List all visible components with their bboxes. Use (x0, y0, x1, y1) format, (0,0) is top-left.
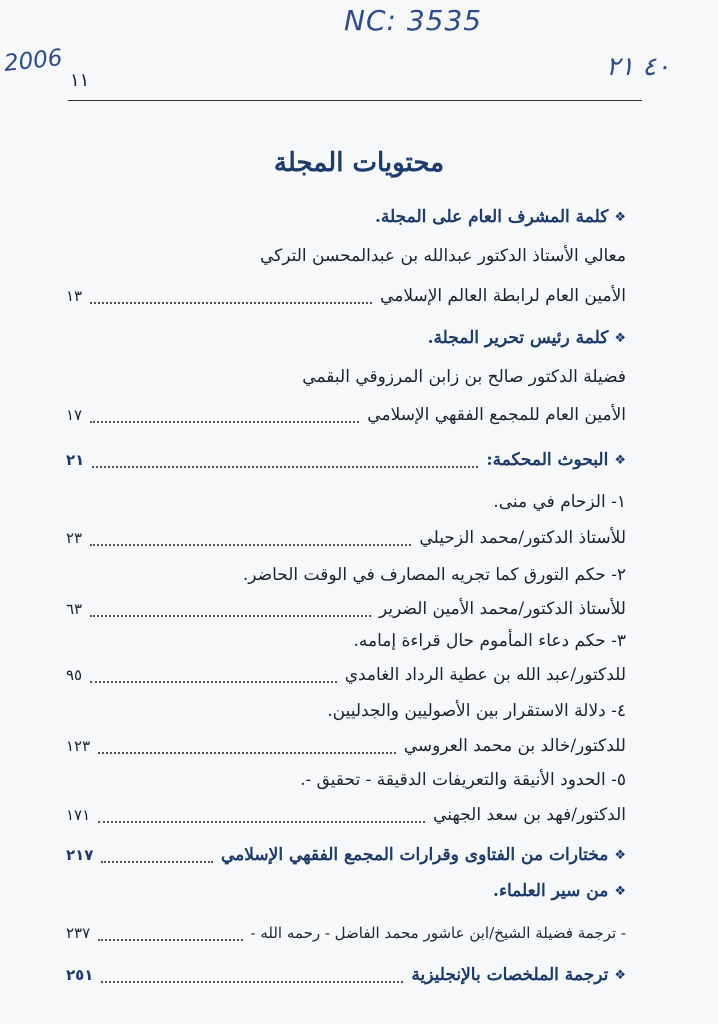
toc-heading-research (66, 445, 626, 475)
bullet-icon: ❖ (614, 330, 626, 346)
dot-leader (98, 752, 396, 754)
entry-page: ٢١ (66, 451, 85, 469)
entry-text: كلمة رئيس تحرير المجلة. (427, 328, 609, 348)
entry-text: البحوث المحكمة: (486, 450, 609, 470)
entry-text: من سير العلماء. (493, 881, 609, 901)
entry-page: ٩٥ (66, 666, 83, 684)
bullet-icon: ❖ (614, 452, 626, 468)
entry-text: مختارات من الفتاوى وقرارات المجمع الفقهي الإسلامي (220, 845, 609, 865)
entry-text: ترجمة الملخصات بالإنجليزية (411, 965, 609, 985)
dot-leader (90, 421, 359, 423)
toc-entry (66, 626, 626, 656)
entry-text: فضيلة الدكتور صالح بن زابن المرزوقي البقمي (302, 367, 626, 387)
page-number: ١١ (70, 70, 90, 91)
bullet-icon: ❖ (614, 883, 626, 899)
dot-leader (98, 939, 242, 941)
bullet-icon: ❖ (614, 967, 626, 983)
dot-leader (98, 821, 425, 823)
handwritten-catalog-number: NC: 3535 (344, 4, 483, 37)
toc-entry (66, 400, 626, 430)
entry-text: للدكتور/عبد الله بن عطية الرداد الغامدي (344, 665, 626, 685)
toc-entry (66, 660, 626, 690)
entry-text: ٢- حكم التورق كما تجريه المصارف في الوقت الحاضر. (242, 565, 626, 585)
dot-leader (90, 302, 372, 304)
dot-leader (90, 615, 371, 617)
dot-leader (90, 544, 411, 546)
entry-text: ٥- الحدود الأنيقة والتعريفات الدقيقة - تحقيق -. (300, 770, 626, 790)
toc-entry (66, 765, 626, 795)
entry-page: ٢١٧ (66, 846, 94, 864)
toc-entry (66, 560, 626, 590)
toc-entry (66, 918, 626, 948)
entry-text: كلمة المشرف العام على المجلة. (374, 207, 609, 227)
dot-leader (101, 981, 403, 983)
toc-title: محتويات المجلة (273, 148, 445, 178)
toc-entry (66, 594, 626, 624)
entry-page: ٢٥١ (66, 966, 94, 984)
handwritten-issue-note: ٤٠ ٢١ (606, 52, 671, 82)
entry-text: ٤- دلالة الاستقرار بين الأصوليين والجدليين. (327, 701, 626, 721)
entry-page: ١٧ (66, 406, 83, 424)
dot-leader (92, 466, 478, 468)
entry-page: ١٣ (66, 287, 83, 305)
entry-page: ١٧١ (66, 806, 91, 824)
entry-page: ٢٣٧ (66, 924, 91, 942)
entry-text: للأستاذ الدكتور/محمد الزحيلي (419, 528, 626, 548)
entry-text: للدكتور/خالد بن محمد العروسي (403, 736, 626, 756)
bullet-icon: ❖ (614, 847, 626, 863)
toc-entry (66, 241, 626, 271)
entry-text: ١- الزحام في منى. (493, 492, 626, 512)
entry-page: ٦٣ (66, 600, 83, 618)
toc-heading-scholars (66, 876, 626, 906)
toc-heading-editor-word (66, 323, 626, 353)
entry-text: معالي الأستاذ الدكتور عبدالله بن عبدالمحسن التركي (259, 246, 626, 266)
header-rule (68, 100, 642, 101)
toc-entry (66, 362, 626, 392)
toc-entry (66, 731, 626, 761)
toc-entry (66, 696, 626, 726)
handwritten-year: 2006 (2, 45, 64, 77)
entry-text: الدكتور/فهد بن سعد الجهني (433, 805, 626, 825)
entry-text: - ترجمة فضيلة الشيخ/ابن عاشور محمد الفاضل - رحمه الله - (250, 924, 626, 942)
dot-leader (90, 681, 337, 683)
entry-text: للأستاذ الدكتور/محمد الأمين الضرير (379, 599, 626, 619)
toc-heading-supervisor-word (66, 202, 626, 232)
entry-page: ١٢٣ (66, 737, 91, 755)
dot-leader (101, 861, 213, 863)
entry-text: ٣- حكم دعاء المأموم حال قراءة إمامه. (353, 631, 626, 651)
toc-heading-fatwas (66, 840, 626, 870)
entry-page: ٢٣ (66, 529, 83, 547)
toc-entry (66, 281, 626, 311)
toc-entry (66, 800, 626, 830)
toc-entry (66, 523, 626, 553)
entry-text: الأمين العام لرابطة العالم الإسلامي (380, 286, 626, 306)
bullet-icon: ❖ (614, 209, 626, 225)
toc-heading-english-summaries (66, 960, 626, 990)
toc-entry (66, 487, 626, 517)
entry-text: الأمين العام للمجمع الفقهي الإسلامي (367, 405, 626, 425)
